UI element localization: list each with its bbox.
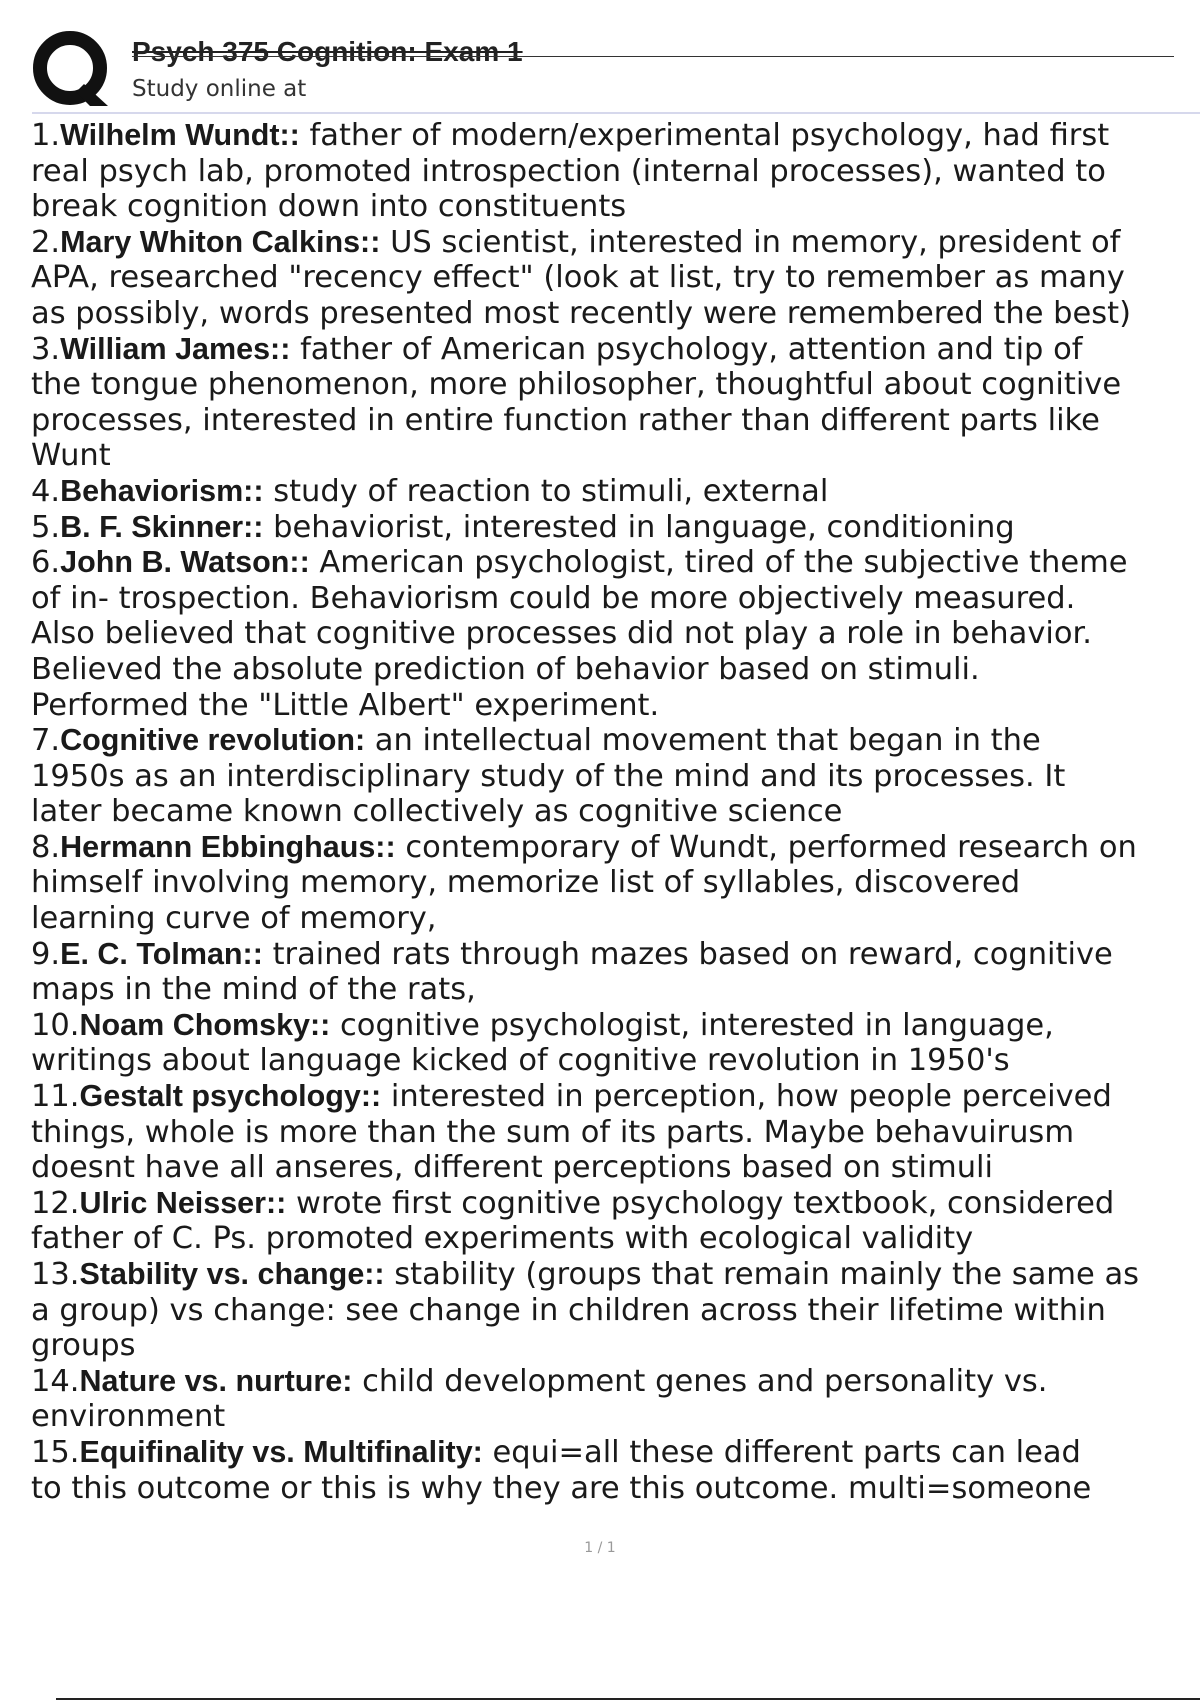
list-item (31, 332, 1200, 474)
item-definition-line: himself involving memory, memorize list of syllables, discovered (31, 865, 1021, 901)
item-number: 15. (31, 1434, 80, 1470)
list-item (31, 1079, 1200, 1186)
item-definition-line: real psych lab, promoted introspection (internal processes), wanted to (31, 153, 1106, 189)
item-definition-line: environment (31, 1399, 226, 1435)
header-divider (32, 112, 1200, 114)
item-definition-line: US scientist, interested in memory, president of (380, 224, 1121, 260)
item-number: 9. (31, 936, 61, 972)
item-definition-line: things, whole is more than the sum of its parts. Maybe behavuirusm (31, 1114, 1075, 1150)
item-number: 12. (31, 1185, 80, 1221)
item-definition-line: learning curve of memory, (31, 901, 437, 937)
item-definition-line: Wunt (31, 438, 111, 474)
item-definition-line: 1950s as an interdisciplinary study of the mind and its processes. It (31, 758, 1066, 794)
list-item (31, 1435, 1200, 1506)
item-definition-line: stability (groups that remain mainly the same as (384, 1257, 1140, 1292)
list-item (31, 830, 1200, 937)
study-online-text: Study online at (132, 76, 307, 102)
list-item (31, 545, 1200, 723)
item-number: 6. (31, 545, 61, 581)
item-definition-line: doesnt have all anseres, different perceptions based on stimuli (31, 1150, 994, 1186)
item-definition-line: wrote first cognitive psychology textbook, considered (286, 1185, 1115, 1221)
page-header (32, 30, 1200, 114)
item-number: 8. (31, 829, 61, 865)
item-definition-line: behaviorist, interested in language, conditioning (263, 509, 1015, 545)
item-term: Behaviorism:: (60, 473, 264, 508)
item-term: Noam Chomsky:: (79, 1007, 331, 1042)
item-definition-line: study of reaction to stimuli, external (263, 473, 829, 509)
list-item (31, 1364, 1200, 1435)
item-term: William James:: (60, 331, 291, 366)
item-definition-line: break cognition down into constituents (31, 189, 627, 225)
item-term: Nature vs. nurture: (79, 1363, 353, 1398)
item-definition-line: cognitive psychologist, interested in language, (330, 1007, 1054, 1043)
document-title: Psych 375 Cognition: Exam 1 (132, 36, 523, 67)
item-definition-line: father of modern/experimental psychology, had first (299, 118, 1110, 153)
item-number: 14. (31, 1363, 80, 1399)
item-term: Hermann Ebbinghaus:: (60, 829, 396, 864)
item-definition-line: child development genes and personality vs. (352, 1363, 1048, 1399)
list-item (31, 118, 1200, 225)
item-definition-line: contemporary of Wundt, performed research on (395, 829, 1137, 865)
list-item (31, 1008, 1200, 1079)
item-definition-line: writings about language kicked of cognitive revolution in 1950's (31, 1043, 1010, 1079)
item-definition-line: APA, researched "recency effect" (look at list, try to remember as many (31, 260, 1125, 296)
item-term: E. C. Tolman:: (60, 936, 263, 971)
item-number: 3. (31, 331, 61, 367)
list-item (31, 510, 1200, 546)
item-number: 5. (31, 509, 61, 545)
item-definition-line: as possibly, words presented most recently were remembered the best) (31, 295, 1132, 331)
item-term: Mary Whiton Calkins:: (60, 224, 381, 259)
list-item (31, 474, 1200, 510)
page-number: 1 / 1 (584, 1540, 616, 1556)
item-definition-line: equi=all these different parts can lead (482, 1434, 1081, 1470)
item-term: Stability vs. change:: (79, 1257, 385, 1291)
item-definition-line: interested in perception, how people perceived (381, 1079, 1112, 1115)
item-term: Ulric Neisser:: (79, 1185, 287, 1220)
item-definition-line: processes, interested in entire function rather than different parts like (31, 402, 1100, 438)
item-definition-line: groups (31, 1328, 136, 1364)
item-number: 2. (31, 224, 61, 260)
item-number: 1. (31, 118, 61, 153)
item-definition-line: father of C. Ps. promoted experiments with ecological validity (31, 1221, 974, 1257)
item-definition-line: the tongue phenomenon, more philosopher, thoughtful about cognitive (31, 367, 1122, 403)
item-definition-line: trained rats through mazes based on reward, cognitive (262, 936, 1113, 972)
item-number: 11. (31, 1079, 80, 1115)
item-number: 13. (31, 1257, 80, 1292)
item-definition-line: a group) vs change: see change in children across their lifetime within (31, 1292, 1106, 1328)
item-definition-line: Also believed that cognitive processes did not play a role in behavior. (31, 616, 1092, 652)
list-item (31, 1186, 1200, 1257)
item-definition-line: American psychologist, tired of the subjective theme (309, 545, 1128, 581)
list-item (31, 937, 1200, 1008)
item-definition-line: of in- trospection. Behaviorism could be more objectively measured. (31, 580, 1076, 616)
list-item (31, 723, 1200, 830)
item-term: John B. Watson:: (60, 545, 310, 580)
item-term: Equifinality vs. Multifinality: (79, 1434, 483, 1469)
item-term: Gestalt psychology:: (79, 1079, 382, 1114)
item-term: Cognitive revolution: (60, 723, 366, 758)
item-number: 4. (31, 473, 61, 509)
item-definition-line: an intellectual movement that began in the (365, 723, 1041, 759)
list-item (31, 1257, 1200, 1364)
item-definition-line: Performed the "Little Albert" experiment. (31, 687, 660, 723)
item-definition-line: Believed the absolute prediction of behavior based on stimuli. (31, 651, 980, 687)
item-term: Wilhelm Wundt:: (60, 118, 300, 152)
item-number: 10. (31, 1007, 80, 1043)
item-definition-line: maps in the mind of the rats, (31, 972, 476, 1008)
item-number: 7. (31, 723, 61, 759)
list-item (31, 225, 1200, 332)
item-definition-line: later became known collectively as cognitive science (31, 794, 843, 830)
title-rule (132, 56, 1174, 57)
item-definition-line: father of American psychology, attention and tip of (290, 331, 1083, 367)
item-term: B. F. Skinner:: (60, 509, 264, 544)
quizlet-q-logo-icon (32, 30, 112, 108)
flashcard-list (31, 118, 1200, 1506)
item-definition-line: to this outcome or this is why they are this outcome. multi=someone (31, 1470, 1092, 1506)
